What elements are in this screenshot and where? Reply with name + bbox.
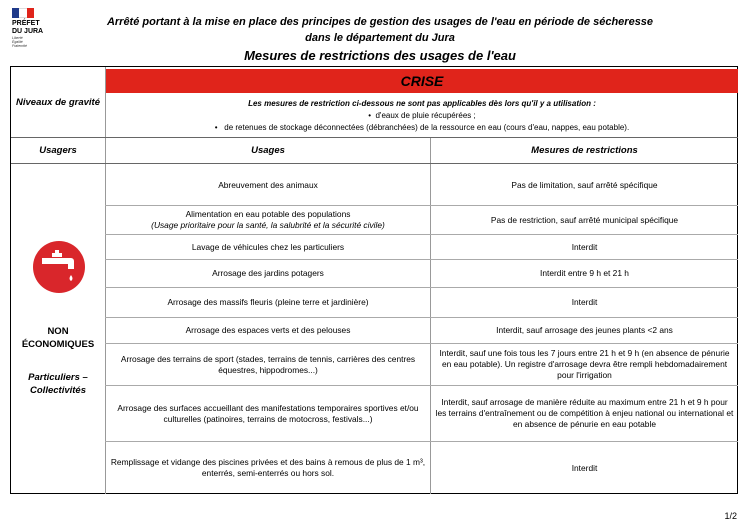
usage-cell: Alimentation en eau potable des populations (Usage prioritaire pour la santé, la salubrité et la sécurité civile) [151, 209, 385, 230]
level-banner: CRISE [106, 69, 738, 93]
usage-cell: Lavage de véhicules chez les particuliers [191, 241, 345, 252]
logo-line2: DU JURA [12, 28, 44, 35]
document-title: Arrêté portant à la mise en place des principes de gestion des usages de l'eau en période de sécheresse dans le département du Jura [106, 16, 654, 44]
measure-cell: Interdit, sauf arrosage de manière réduite au maximum entre 21 h et 9 h pour les terrains d'entraînement ou de compétition à enjeu national ou international et en absence de pénurie en eau potable [435, 397, 734, 429]
measure-cell: Interdit, sauf arrosage des jeunes plants <2 ans [496, 325, 673, 335]
water-tap-icon [33, 241, 85, 293]
measure-cell: Pas de restriction, sauf arrêté municipal spécifique [490, 214, 679, 225]
french-flag-icon [12, 8, 34, 18]
restrictions-table [10, 66, 738, 494]
col-header-measures: Mesures de restrictions [531, 145, 638, 156]
col-header-usages: Usages [251, 145, 285, 156]
prefet-logo [12, 8, 72, 48]
logo-motto3: Fraternité [12, 44, 27, 48]
logo-motto2: Égalité [12, 40, 23, 44]
measure-cell: Interdit [571, 462, 598, 473]
page-number: 1/2 [724, 511, 737, 521]
user-type-label: NON ÉCONOMIQUES [21, 326, 95, 350]
logo-line1: PRÉFET [12, 20, 40, 27]
note-title: Les mesures de restriction ci-dessous ne sont pas applicables dès lors qu'il y a utilisation : [248, 99, 596, 108]
measure-cell: Interdit, sauf une fois tous les 7 jours entre 21 h et 9 h (en absence de pénurie en eau potable). Un registre d'arrosage devra être rempli hebdomadairement pour l'irrigation [439, 348, 730, 380]
usage-cell: Arrosage des massifs fleuris (pleine terre et jardinière) [167, 297, 369, 307]
user-group-label: Particuliers – Collectivités [28, 372, 88, 396]
note-item-1: • d'eaux de pluie récupérées ; [368, 111, 476, 120]
note-item-2: • de retenues de stockage déconnectées (débranchées) de la ressource en eau (cours d'eau, nappes, eau potable). [214, 123, 630, 132]
document-subtitle: Mesures de restrictions des usages de l'eau [244, 48, 516, 63]
usage-cell: Arrosage des jardins potagers [212, 268, 324, 278]
measure-cell: Pas de limitation, sauf arrêté spécifique [511, 179, 658, 190]
measure-cell: Interdit entre 9 h et 21 h [540, 268, 629, 278]
usage-cell: Arrosage des espaces verts et des pelouses [185, 325, 351, 335]
usage-cell: Remplissage et vidange des piscines privées et des bains à remous de plus de 1 m³, enterrés, semi-enterrés ou hors sol. [110, 457, 426, 478]
usage-cell: Arrosage des surfaces accueillant des manifestations temporaires sportives et/ou culturelles (patinoires, terrains de motocross, festivals...) [117, 402, 419, 424]
measure-cell: Interdit [571, 297, 598, 307]
measure-cell: Interdit [571, 241, 598, 252]
col-header-users: Usagers [39, 145, 77, 156]
logo-motto1: Liberté [12, 36, 23, 40]
gravity-label: Niveaux de gravité [16, 96, 100, 108]
usage-cell: Arrosage des terrains de sport (stades, terrains de tennis, carrières des centres équestres, hippodromes...) [120, 353, 416, 375]
usage-cell: Abreuvement des animaux [218, 179, 318, 190]
